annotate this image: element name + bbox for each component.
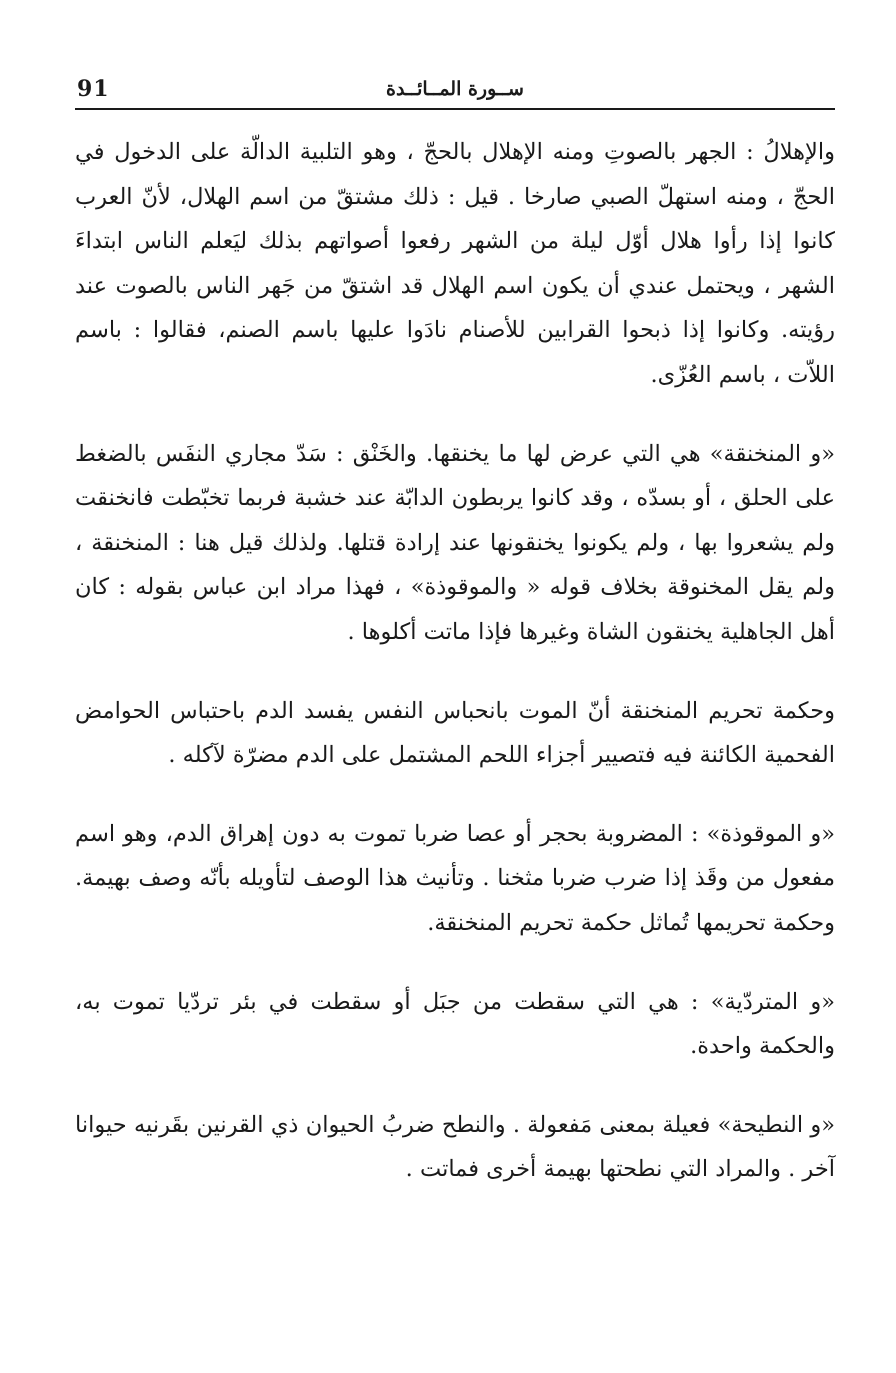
paragraph-munkhaniqa-wisdom: وحكمة تحريم المنخنقة أنّ الموت بانحباس النفس يفسد الدم باحتباس الحوامض الفحمية الكائنة فيه فتصيير أجزاء اللحم المشتمل على الدم مضرّة لآكله . xyxy=(75,697,835,769)
page-body xyxy=(75,130,835,1192)
paragraph-mawqudha: «و الموقوذة» : المضروبة بحجر أو عصا ضربا تموت به دون إهراق الدم، وهو اسم مفعول من وقَذ إذا ضرب ضربا مثخنا . وتأنيث هذا الوصف لتأويله بأنّه وصف بهيمة. وحكمة تحريمها تُماثل حكمة تحريم المنخنقة. xyxy=(75,820,835,936)
paragraph-ihlal: والإهلالُ : الجهر بالصوتِ ومنه الإهلال بالحجّ ، وهو التلبية الدالّة على الدخول في الحجّ ، ومنه استهلّ الصبي صارخا . قيل : ذلك مشتقّ من اسم الهلال، لأنّ العرب كانوا إذا رأوا هلال أوّل ليلة من الشهر رفعوا أصواتهم بذلك ليَعلم الناس ابتداءَ الشهر ، ويحتمل عندي أن يكون اسم الهلال قد اشتقّ من جَهر الناس بالصوت عند رؤيته. وكانوا إذا ذبحوا القرابين للأصنام نادَوا عليها باسم الصنم، فقالوا : باسم اللاّت ، باسم العُزّى. xyxy=(75,139,835,388)
page-header xyxy=(75,74,835,110)
paragraph-natiha: «و النطيحة» فعيلة بمعنى مَفعولة . والنطح ضربُ الحيوان ذي القرنين بقَرنيه حيوانا آخر . والمراد التي نطحتها بهيمة أخرى فماتت . xyxy=(75,1111,835,1183)
paragraph-mutaraddiya: «و المتردّية» : هي التي سقطت من جبَل أو سقطت في بئر تردّيا تموت به، والحكمة واحدة. xyxy=(75,988,835,1060)
page-number: 91 xyxy=(77,76,110,102)
paragraph-munkhaniqa: «و المنخنقة» هي التي عرض لها ما يخنقها. والخَنْق : سَدّ مجاري النفَس بالضغط على الحلق ، أو بسدّه ، وقد كانوا يربطون الدابّة عند خشبة فربما تخبّطت فانخنقت ولم يشعروا بها ، ولم يكونوا يخنقونها عند إرادة قتلها. ولذلك قيل هنا : المنخنقة ، ولم يقل المخنوقة بخلاف قوله « والموقوذة» ، فهذا مراد ابن عباس بقوله : كان أهل الجاهلية يخنقون الشاة وغيرها فإذا ماتت أكلوها . xyxy=(75,440,835,645)
running-title: ســورة المــائــدة xyxy=(386,78,524,100)
